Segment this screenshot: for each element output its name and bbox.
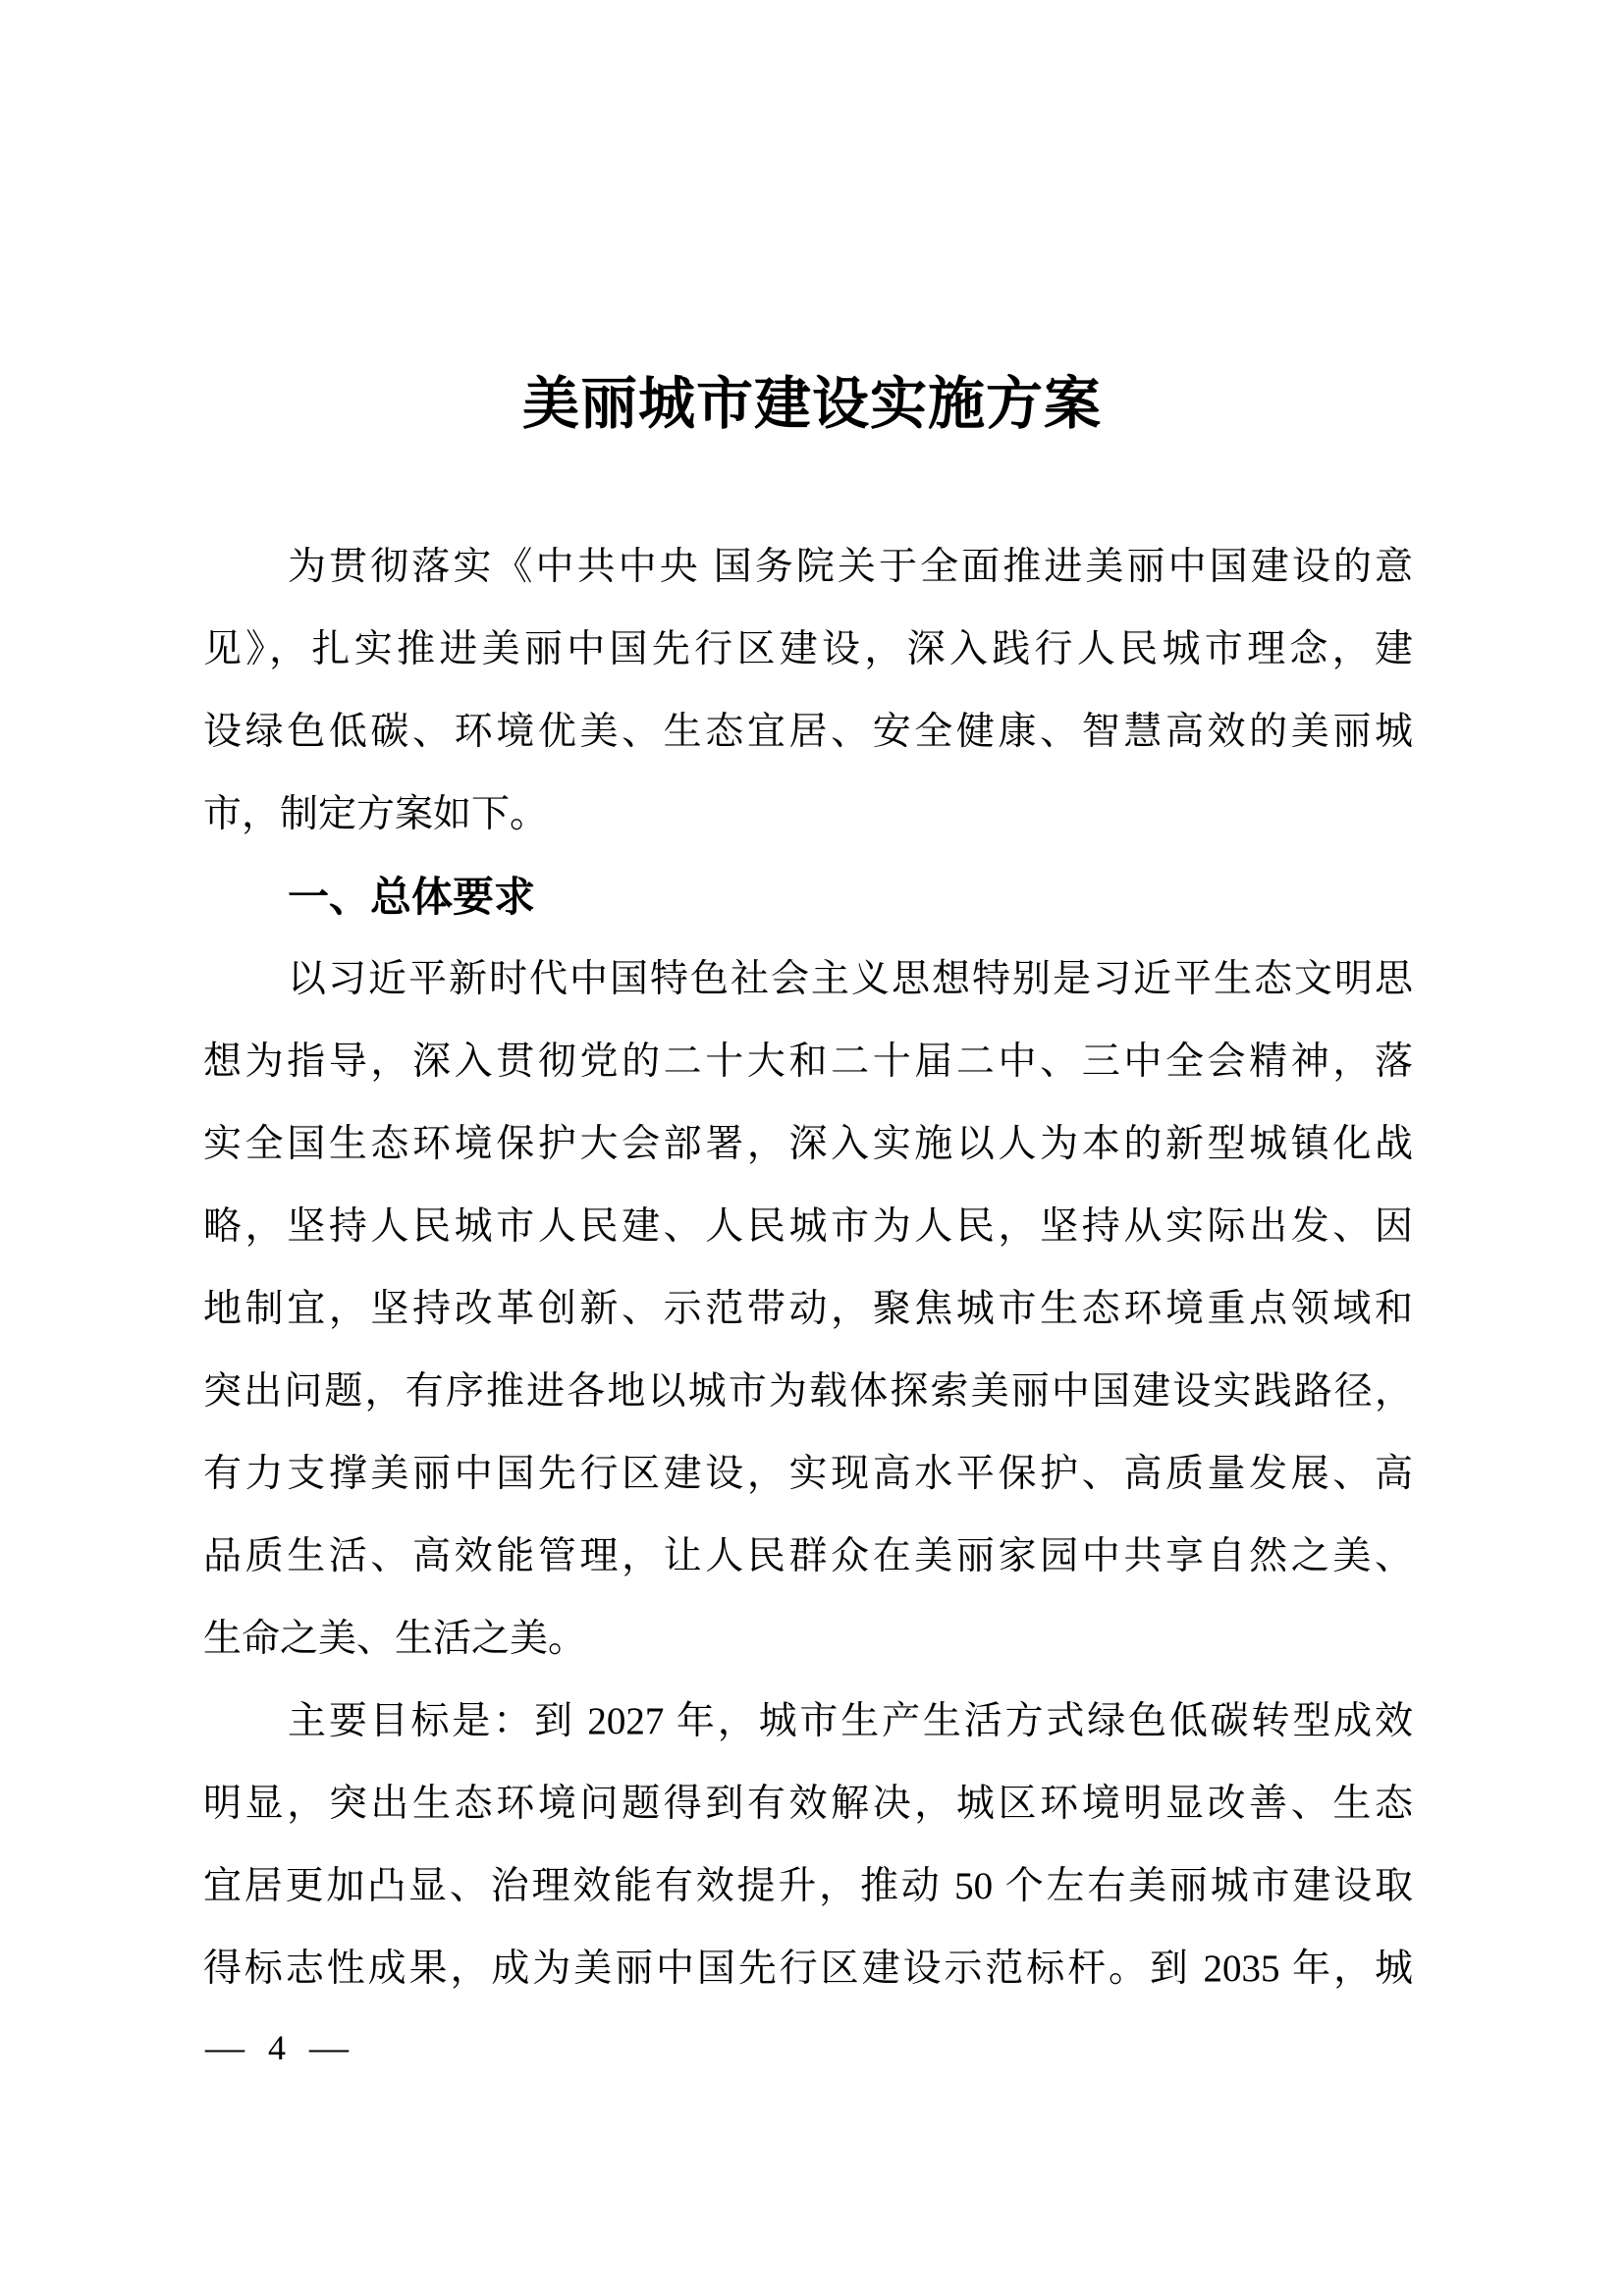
document-body xyxy=(203,526,1413,2010)
paragraph-line: 主要目标是：到 2027 年，城市生产生活方式绿色低碳转型成效 xyxy=(288,1700,1413,1742)
page-footer xyxy=(205,2024,349,2071)
paragraph-line: 生命之美、生活之美。 xyxy=(203,1618,587,1660)
paragraph-line: 地制宜，坚持改革创新、示范带动，聚焦城市生态环境重点领域和 xyxy=(203,1288,1413,1330)
paragraph-line: 品质生活、高效能管理，让人民群众在美丽家园中共享自然之美、 xyxy=(203,1535,1413,1577)
page-number: 4 xyxy=(268,2028,286,2067)
section-heading: 一、总体要求 xyxy=(288,874,536,920)
paragraph-line: 略，坚持人民城市人民建、人民城市为人民，坚持从实际出发、因 xyxy=(203,1205,1413,1248)
paragraph-line: 市，制定方案如下。 xyxy=(203,793,549,835)
paragraph-line: 实全国生态环境保护大会部署，深入实施以人为本的新型城镇化战 xyxy=(203,1123,1413,1165)
paragraph-line: 想为指导，深入贯彻党的二十大和二十届二中、三中全会精神，落 xyxy=(203,1041,1413,1083)
paragraph-line: 得标志性成果，成为美丽中国先行区建设示范标杆。到 2035 年，城 xyxy=(203,1948,1413,1990)
paragraph-line: 设绿色低碳、环境优美、生态宜居、安全健康、智慧高效的美丽城 xyxy=(203,711,1413,753)
footer-dash-left: — xyxy=(205,2025,244,2069)
paragraph-line: 突出问题，有序推进各地以城市为载体探索美丽中国建设实践路径， xyxy=(203,1370,1413,1413)
paragraph-line: 宜居更加凸显、治理效能有效提升，推动 50 个左右美丽城市建设取 xyxy=(203,1865,1413,1907)
paragraph-line: 为贯彻落实《中共中央 国务院关于全面推进美丽中国建设的意 xyxy=(288,546,1413,588)
paragraph-line: 明显，突出生态环境问题得到有效解决，城区环境明显改善、生态 xyxy=(203,1783,1413,1825)
footer-dash-right: — xyxy=(309,2025,349,2069)
paragraph-line: 以习近平新时代中国特色社会主义思想特别是习近平生态文明思 xyxy=(288,958,1413,1000)
document-title: 美丽城市建设实施方案 xyxy=(521,372,1102,436)
paragraph-line: 有力支撑美丽中国先行区建设，实现高水平保护、高质量发展、高 xyxy=(203,1453,1413,1495)
paragraph-line: 见》，扎实推进美丽中国先行区建设，深入践行人民城市理念，建 xyxy=(203,628,1413,670)
